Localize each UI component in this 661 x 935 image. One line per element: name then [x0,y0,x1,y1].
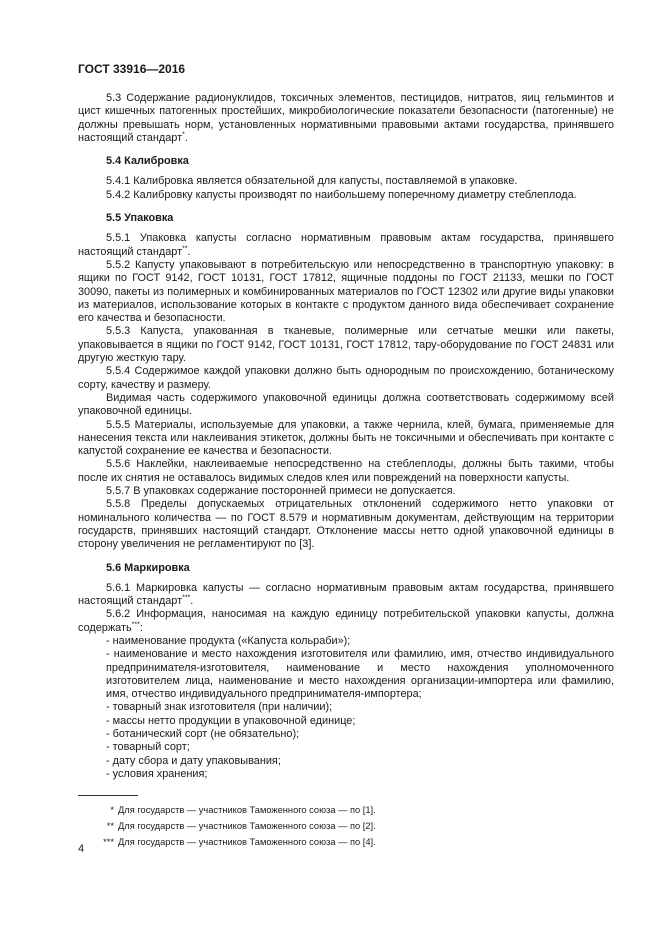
document-header: ГОСТ 33916—2016 [78,62,186,76]
paragraph-5-5-8: 5.5.8 Пределы допускаемых отрицательных отклонений содержимого нетто упаковки от номинального количества — по ГОСТ 8.579 и нормативным документам, действующим на территории государств, принявших настоящий стандарт. Отклонение массы нетто одной упаковочной единицы в сторону увеличения не регламентируют по [3]. [78,498,614,551]
footnote-mark: ** [106,821,114,831]
paragraph-visible-part: Видимая часть содержимого упаковочной единицы должна соответствовать содержимому всей упаковочной единицы. [78,391,614,418]
paragraph-5-4-2: 5.4.2 Калибровку капусты производят по наибольшему поперечному диаметру стеблеплода. [106,188,577,201]
footnote-ref: *** [182,594,191,602]
paragraph-5-5-3: 5.5.3 Капуста, упакованная в тканевые, полимерные или сетчатые мешки или пакеты, упаковывается в ящики по ГОСТ 9142, ГОСТ 10131, ГОСТ 17812, тару-оборудование по ГОСТ 24831 или другую жесткую тару. [78,325,614,365]
list-item: - наименование и место нахождения изготовителя или фамилию, имя, отчество индивидуального предпринимателя-изготовителя, наименование и место нахождения уполномоченного изготовителем лица, наименование и место нахождения организации-импортера или фамилию, имя, отчество индивидуального предпринимателя-импортера; [106,648,614,701]
paragraph-5-3: 5.3 Содержание радионуклидов, токсичных элементов, пестицидов, нитратов, яиц гельминтов и цист кишечных патогенных простейших, микробиологические показатели безопасности (патогенные) не должны превышать норм, установленных нормативными правовыми актами государства, принявшего настоящий стандарт*. [78,92,614,144]
section-heading-5-5: 5.5 Упаковка [106,212,174,225]
footnote [78,802,614,818]
list-item: - товарный знак изготовителя (при наличии); [106,701,333,714]
footnote-ref: * [182,131,185,139]
paragraph-5-5-6: 5.5.6 Наклейки, наклеиваемые непосредственно на стеблеплоды, должны быть такими, чтобы после их снятия не оставалось видимых следов клея или повреждений на поверхности капусты. [78,458,614,484]
marking-list [78,635,614,781]
footnote-text: Для государств — участников Таможенного союза — по [2]. [118,821,376,831]
footnote [78,834,614,850]
page-number: 4 [78,843,85,855]
footnote-ref: *** [131,621,140,629]
footnote-mark: * [110,805,114,815]
footnote-text: Для государств — участников Таможенного союза — по [4]. [118,837,376,847]
paragraph-5-5-2: 5.5.2 Капусту упаковывают в потребительскую или непосредственно в транспортную упаковку: в ящики по ГОСТ 9142, ГОСТ 10131, ГОСТ 17812, ящичные поддоны по ГОСТ 21133, мешки по ГОСТ 30090, пакеты из полимерных и комбинированных материалов по ГОСТ 12302 или другие виды упаковки из материалов, использование которых в контакте с продуктом данного вида обеспечивает сохранение его качества и безопасности. [78,258,614,325]
footnotes [78,795,614,850]
list-item: - дату сбора и дату упаковывания; [106,754,281,767]
paragraph-5-6-1: 5.6.1 Маркировка капусты — согласно нормативным правовым актам государства, принявшего настоящий стандарт***. [78,581,614,608]
paragraph-5-5-7: 5.5.7 В упаковках содержание посторонней примеси не допускается. [106,485,456,498]
paragraph-text: 5.3 Содержание радионуклидов, токсичных элементов, пестицидов, нитратов, яиц гельминтов и цист кишечных патогенных простейших, микробиологические показатели безопасности (патогенные) не должны превышать норм, установленных нормативными правовыми актами государства, принявшего настоящий стандарт [78,92,614,144]
paragraph-5-4-1: 5.4.1 Калибровка является обязательной для капусты, поставляемой в упаковке. [106,175,518,188]
paragraph-text: 5.5.1 Упаковка капусты согласно нормативным правовым актам государства, принявшего настоящий стандарт [78,232,614,258]
paragraph-5-5-4: 5.5.4 Содержимое каждой упаковки должно быть однородным по происхождению, ботаническому сорту, качеству и размеру. [78,365,614,391]
paragraph-5-5-1: 5.5.1 Упаковка капусты согласно нормативным правовым актам государства, принявшего настоящий стандарт**. [78,232,614,258]
list-item: - товарный сорт; [106,741,190,754]
section-heading-5-6: 5.6 Маркировка [106,561,190,574]
footnote-text: Для государств — участников Таможенного союза — по [1]. [118,805,376,815]
footnote [78,818,614,834]
paragraph-5-6-2: 5.6.2 Информация, наносимая на каждую единицу потребительской упаковки капусты, должна содержать***: [78,608,614,634]
section-heading-5-4: 5.4 Калибровка [106,155,189,168]
footnote-mark: *** [103,837,114,847]
list-item: - условия хранения; [106,767,208,780]
list-item: - наименование продукта («Капуста кольраби»); [106,634,351,647]
paragraph-text: 5.6.1 Маркировка капусты — согласно нормативным правовым актам государства, принявшего настоящий стандарт [78,581,614,608]
list-item: - массы нетто продукции в упаковочной единице; [106,714,356,727]
footnote-divider [78,795,138,796]
footnote-ref: ** [182,245,188,253]
document-body [78,92,614,781]
paragraph-5-5-5: 5.5.5 Материалы, используемые для упаковки, а также чернила, клей, бумага, применяемые для нанесения текста или наклеивания этикеток, должны быть не токсичными и обеспечивать при контакте с капустой сохранение ее качества и безопасности. [78,418,614,458]
paragraph-text: 5.6.2 Информация, наносимая на каждую единицу потребительской упаковки капусты, должна содержать [78,608,614,634]
list-item: - ботанический сорт (не обязательно); [106,728,300,741]
